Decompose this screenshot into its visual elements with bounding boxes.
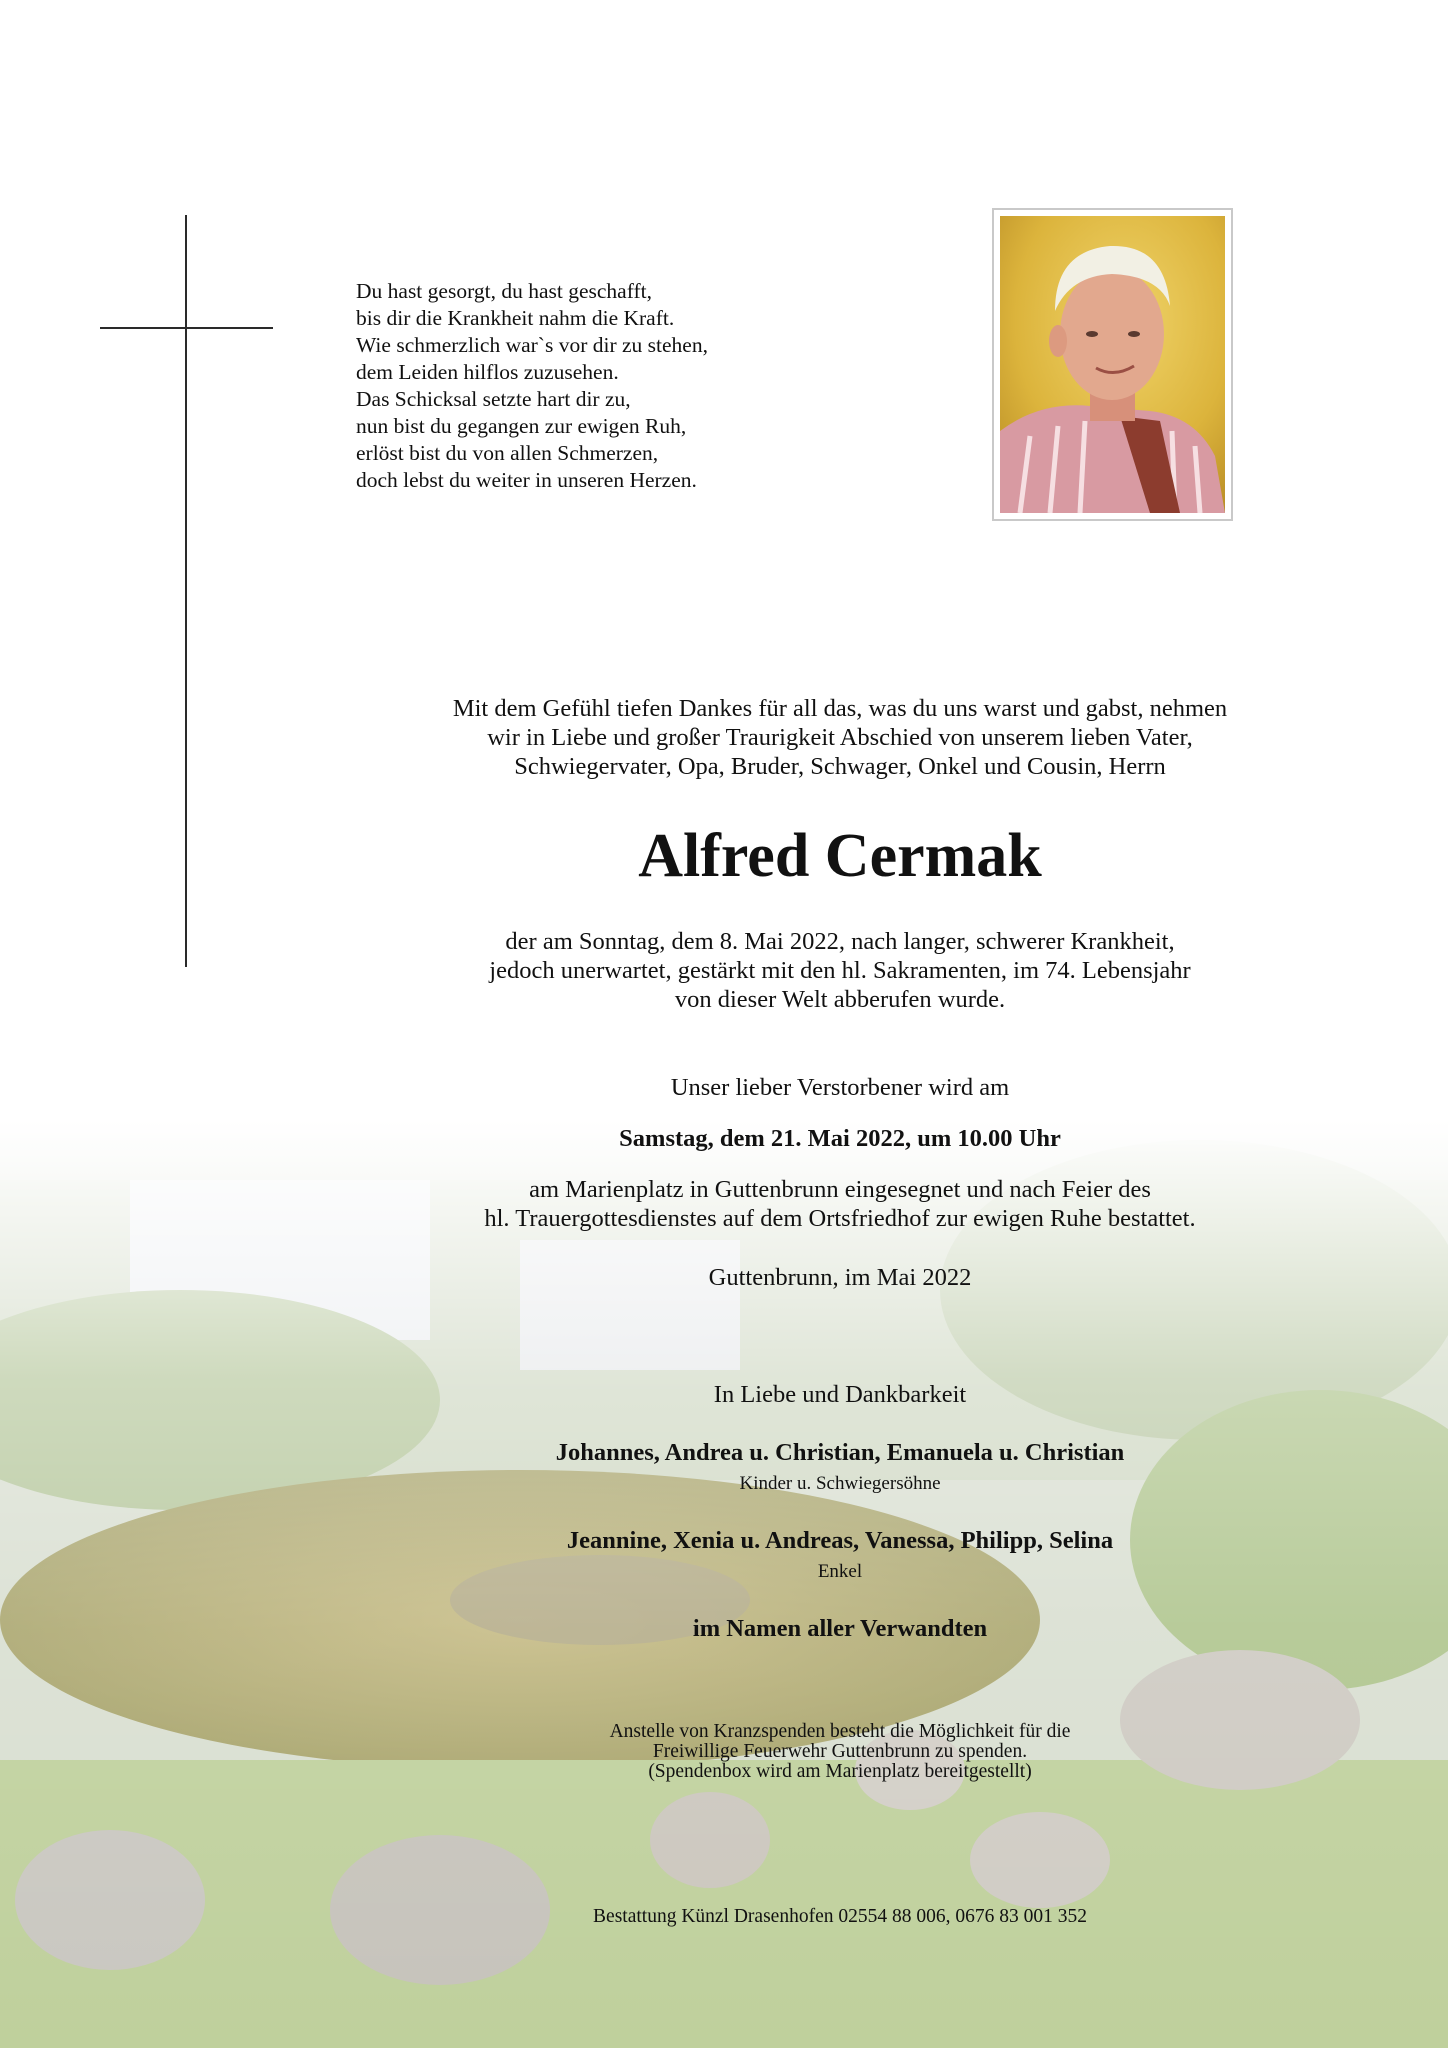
funeral-date-time: Samstag, dem 21. Mai 2022, um 10.00 Uhr [619,1125,1061,1152]
intro-text [340,694,1340,781]
funeral-home-footer: Bestattung Künzl Drasenhofen 02554 88 006, 0676 83 001 352 [593,1906,1087,1927]
poem-line: Du hast gesorgt, du hast geschafft, [356,279,652,303]
poem-line: doch lebst du weiter in unseren Herzen. [356,468,697,492]
portrait-photo-frame [992,208,1233,521]
death-info-line: von dieser Welt abberufen wurde. [674,986,1006,1013]
mourner-names: Jeannine, Xenia u. Andreas, Vanessa, Philipp, Selina [566,1527,1114,1554]
donation-note-line: Anstelle von Kranzspenden besteht die Möglichkeit für die [609,1721,1071,1742]
death-info-line: jedoch unerwartet, gestärkt mit den hl. Sakramenten, im 74. Lebensjahr [489,957,1191,984]
funeral-details-line: am Marienplatz in Guttenbrunn eingesegnet und nach Feier des [529,1176,1151,1203]
donation-note [340,1722,1340,1782]
poem-line: erlöst bist du von allen Schmerzen, [356,441,659,465]
mourners-heading: In Liebe und Dankbarkeit [713,1381,967,1408]
funeral-details [340,1175,1340,1233]
mourner-relation: Kinder u. Schwiegersöhne [739,1473,941,1494]
poem-line: Das Schicksal setzte hart dir zu, [356,387,631,411]
donation-note-line: (Spendenbox wird am Marienplatz bereitgestellt) [648,1761,1032,1782]
deceased-name: Alfred Cermak [638,822,1042,890]
place-date: Guttenbrunn, im Mai 2022 [708,1264,972,1291]
poem-line: nun bist du gegangen zur ewigen Ruh, [356,414,687,438]
death-info [340,927,1340,1014]
intro-line: wir in Liebe und großer Traurigkeit Abschied von unserem lieben Vater, [487,724,1193,751]
mourners-closing: im Namen aller Verwandten [692,1615,988,1642]
donation-note-line: Freiwillige Feuerwehr Guttenbrunn zu spenden. [652,1741,1028,1762]
intro-line: Schwiegervater, Opa, Bruder, Schwager, Onkel und Cousin, Herrn [514,753,1166,780]
cross-horizontal-line [100,327,273,329]
poem [356,278,708,494]
funeral-lead: Unser lieber Verstorbener wird am [670,1074,1010,1101]
intro-line: Mit dem Gefühl tiefen Dankes für all das, was du uns warst und gabst, nehmen [452,695,1228,722]
poem-line: dem Leiden hilflos zuzusehen. [356,360,619,384]
poem-line: bis dir die Krankheit nahm die Kraft. [356,306,675,330]
poem-line: Wie schmerzlich war`s vor dir zu stehen, [356,333,708,357]
funeral-details-line: hl. Trauergottesdienstes auf dem Ortsfriedhof zur ewigen Ruhe bestattet. [484,1205,1196,1232]
death-info-line: der am Sonntag, dem 8. Mai 2022, nach langer, schwerer Krankheit, [505,928,1175,955]
mourner-relation: Enkel [817,1561,863,1582]
mourner-names: Johannes, Andrea u. Christian, Emanuela u. Christian [555,1439,1125,1466]
portrait-photo [1000,216,1225,513]
